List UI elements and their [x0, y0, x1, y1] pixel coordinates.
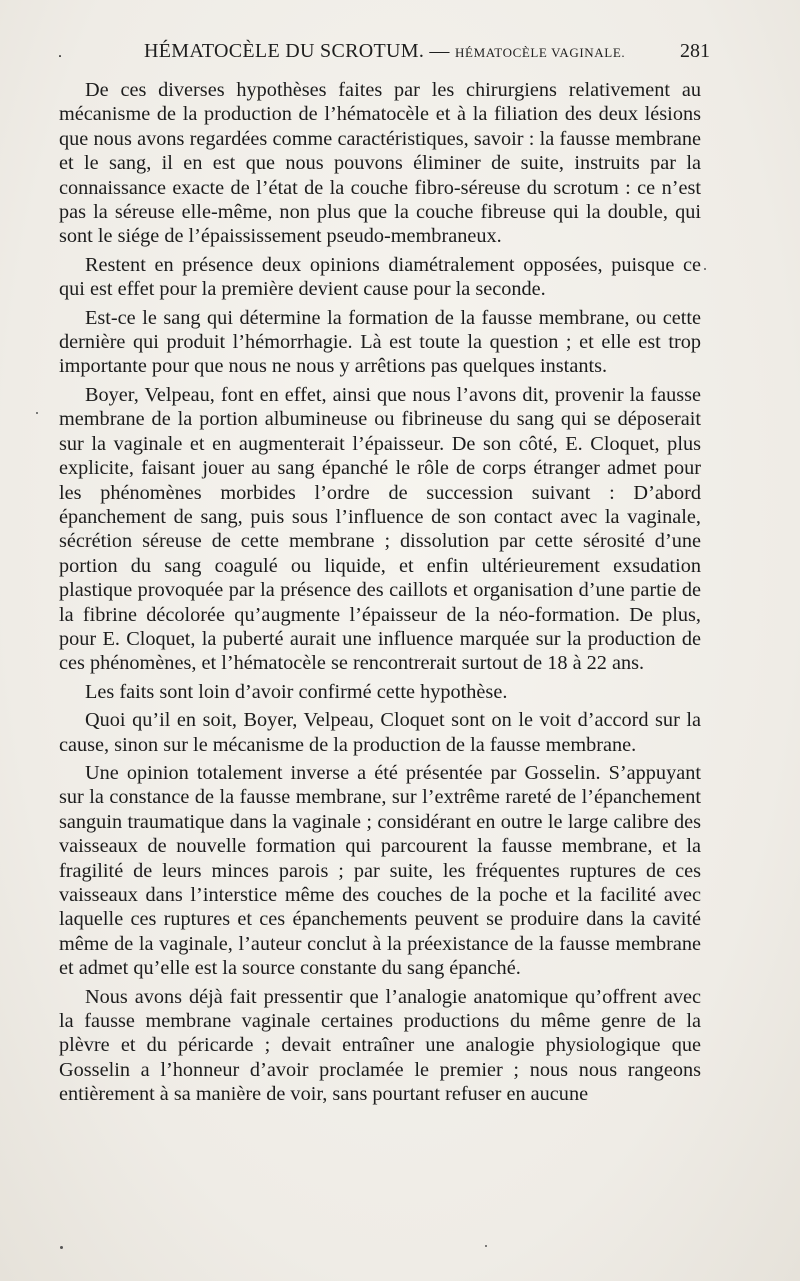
running-title-subtitle: HÉMATOCÈLE VAGINALE.	[455, 45, 626, 60]
page-number: 281	[680, 40, 710, 62]
paragraph-7: Une opinion totalement inverse a été présentée par Gosselin. S’appuyant sur la constance de la fausse membrane, sur l’extrême rareté de l’épanchement sanguin traumatique dans la vaginale ; considérant en outre le large calibre des vaisseaux de nouvelle formation qui parcourent la fausse membrane, et la fragilité de leurs minces parois ; par suite, les fréquentes ruptures de ces vaisseaux dans l’interstice même des couches de la poche et la facilité avec laquelle ces ruptures et ces épanchements peuvent se produire dans la cavité même de la vaginale, l’auteur conclut à la préexistance de la fausse membrane et admet qu’elle est la source constante du sang épanché.	[59, 761, 701, 980]
paper-speck	[704, 268, 706, 270]
paragraph-2: Restent en présence deux opinions diamétralement opposées, puisque ce qui est effet pour la première devient cause pour la seconde.	[59, 253, 701, 301]
running-title	[144, 40, 625, 63]
paper-speck	[485, 1245, 487, 1247]
paragraph-8: Nous avons déjà fait pressentir que l’analogie anatomique qu’offrent avec la fausse membrane vaginale certaines productions du même genre de la plèvre et du péricarde ; devait entraîner une analogie physiologique que Gosselin a l’honneur d’avoir proclamée le premier ; nous nous rangeons entièrement à sa manière de voir, sans pourtant refuser en aucune	[59, 985, 701, 1106]
running-title-main: HÉMATOCÈLE DU SCROTUM. —	[144, 40, 456, 62]
paragraph-5: Les faits sont loin d’avoir confirmé cette hypothèse.	[85, 680, 508, 703]
paragraph-4: Boyer, Velpeau, font en effet, ainsi que nous l’avons dit, provenir la fausse membrane de la portion albumineuse ou fibrineuse du sang qui se déposerait sur la vaginale et en augmenterait l’épaisseur. De son côté, E. Cloquet, plus explicite, faisant jouer au sang épanché le rôle de corps étranger admet pour les phénomènes morbides l’ordre de succession suivant : D’abord épanchement de sang, puis sous l’influence de son contact avec la vaginale, sécrétion séreuse de cette membrane ; dissolution par cette sérosité d’une portion du sang coagulé ou liquide, et enfin ultérieurement exsudation plastique provoquée par la présence des caillots et organisation d’une partie de la fibrine décolorée qu’augmente l’épaisseur de la néo-formation. De plus, pour E. Cloquet, la puberté aurait une influence marquée sur la production de ces phénomènes, et l’hématocèle se rencontrerait surtout de 18 à 22 ans.	[59, 383, 701, 675]
paper-speck	[36, 412, 38, 414]
header-dot: .	[58, 44, 62, 61]
paragraph-3: Est-ce le sang qui détermine la formation de la fausse membrane, ou cette dernière qui produit l’hémorrhagie. Là est toute la question ; et elle est trop importante pour que nous ne nous y arrêtions pas quelques instants.	[59, 306, 701, 378]
paper-speck	[60, 1246, 63, 1249]
paragraph-6: Quoi qu’il en soit, Boyer, Velpeau, Cloquet sont on le voit d’accord sur la cause, sinon sur le mécanisme de la production de la fausse membrane.	[59, 709, 701, 756]
paragraph-1: De ces diverses hypothèses faites par les chirurgiens relativement au mécanisme de la production de l’hématocèle et à la filiation des deux lésions que nous avons regardées comme caractéristiques, savoir : la fausse membrane et le sang, il en est que nous pouvons éliminer de suite, instruits par la connaissance exacte de l’état de la couche fibro-séreuse du scrotum : ce n’est pas la séreuse elle-même, non plus que la couche fibreuse qui la double, qui sont le siége de l’épaississement pseudo-membraneux.	[59, 79, 701, 248]
running-header	[58, 40, 710, 72]
body-text	[59, 78, 701, 1111]
